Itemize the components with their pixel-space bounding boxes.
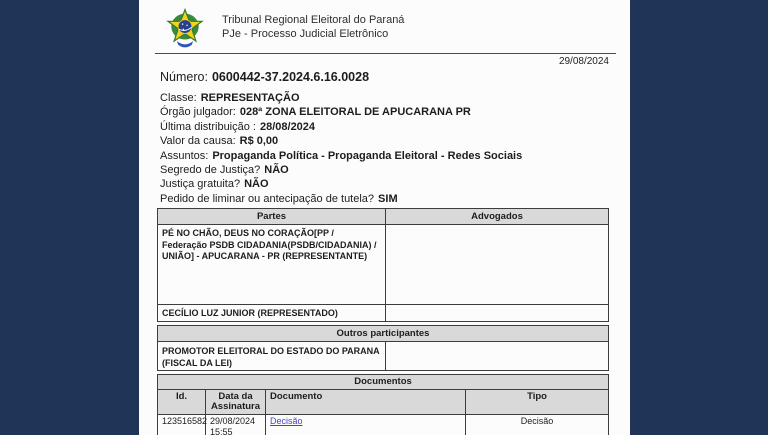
id-column-header: Id. <box>158 390 206 415</box>
document-header <box>139 0 630 52</box>
outros-participantes-title: Outros participantes <box>158 326 609 342</box>
document-id-cell: 123516582 <box>158 415 206 435</box>
table-row <box>158 305 609 322</box>
partes-table <box>157 208 609 322</box>
document-decisao-link[interactable]: Decisão <box>270 416 303 427</box>
detail-orgao-julgador: Órgão julgador: 028ª ZONA ELEITORAL DE APUCARANA PR <box>160 106 471 119</box>
data-assinatura-column-header: Data da Assinatura <box>206 390 266 415</box>
tribunal-title-line2: PJe - Processo Judicial Eletrônico <box>222 28 389 40</box>
header-divider <box>155 53 616 54</box>
documento-column-header: Documento <box>266 390 466 415</box>
process-number-line <box>160 70 630 84</box>
process-details <box>160 91 630 206</box>
print-date: 29/08/2024 <box>558 56 609 67</box>
advogados-column-header: Advogados <box>386 209 609 225</box>
partes-header-row <box>158 209 609 225</box>
parte-representante-cell: PÉ NO CHÃO, DEUS NO CORAÇÃO[PP / Federação PSDB CIDADANIA(PSDB/CIDADANIA) / UNIÃO] - APUCARANA - PR (REPRESENTANTE) <box>158 225 386 305</box>
documentos-header-row <box>158 390 609 415</box>
documentos-table <box>157 374 609 435</box>
pje-process-document-page <box>139 0 630 435</box>
outros-right-cell-empty <box>386 342 609 371</box>
advogados-cell-empty <box>386 225 609 305</box>
detail-classe: Classe: REPRESENTAÇÃO <box>160 92 300 104</box>
detail-assuntos: Assuntos: Propaganda Política - Propaganda Eleitoral - Redes Sociais <box>160 149 523 162</box>
table-row <box>158 225 609 305</box>
partes-column-header: Partes <box>158 209 386 225</box>
document-date-cell: 29/08/2024 15:55 <box>206 415 266 435</box>
promotor-eleitoral-cell: PROMOTOR ELEITORAL DO ESTADO DO PARANA (FISCAL DA LEI) <box>158 342 386 371</box>
brazil-coat-of-arms-icon <box>158 8 212 50</box>
detail-justica-gratuita: Justiça gratuita? NÃO <box>160 178 269 191</box>
document-tipo-cell: Decisão <box>466 415 609 435</box>
detail-ultima-distribuicao: Última distribuição : 28/08/2024 <box>160 120 316 133</box>
parte-representado-cell: CECÍLIO LUZ JUNIOR (REPRESENTADO) <box>158 305 386 322</box>
tribunal-title-line1: Tribunal Regional Eleitoral do Paraná <box>222 14 405 26</box>
advogados-cell-empty <box>386 305 609 322</box>
tipo-column-header: Tipo <box>466 390 609 415</box>
detail-segredo-justica: Segredo de Justiça? NÃO <box>160 163 289 176</box>
outros-participantes-table <box>157 325 609 371</box>
documentos-title: Documentos <box>158 375 609 390</box>
table-row <box>158 342 609 371</box>
process-number-label: Número: <box>160 70 208 84</box>
tribunal-title <box>222 8 404 41</box>
document-link-cell <box>266 415 466 435</box>
detail-valor-causa: Valor da causa: R$ 0,00 <box>160 135 279 148</box>
process-number-value: 0600442-37.2024.6.16.0028 <box>211 70 370 84</box>
outros-participantes-header-row <box>158 326 609 342</box>
detail-pedido-liminar: Pedido de liminar ou antecipação de tutela? SIM <box>160 192 398 205</box>
documentos-title-row <box>158 375 609 390</box>
table-row <box>158 415 609 435</box>
